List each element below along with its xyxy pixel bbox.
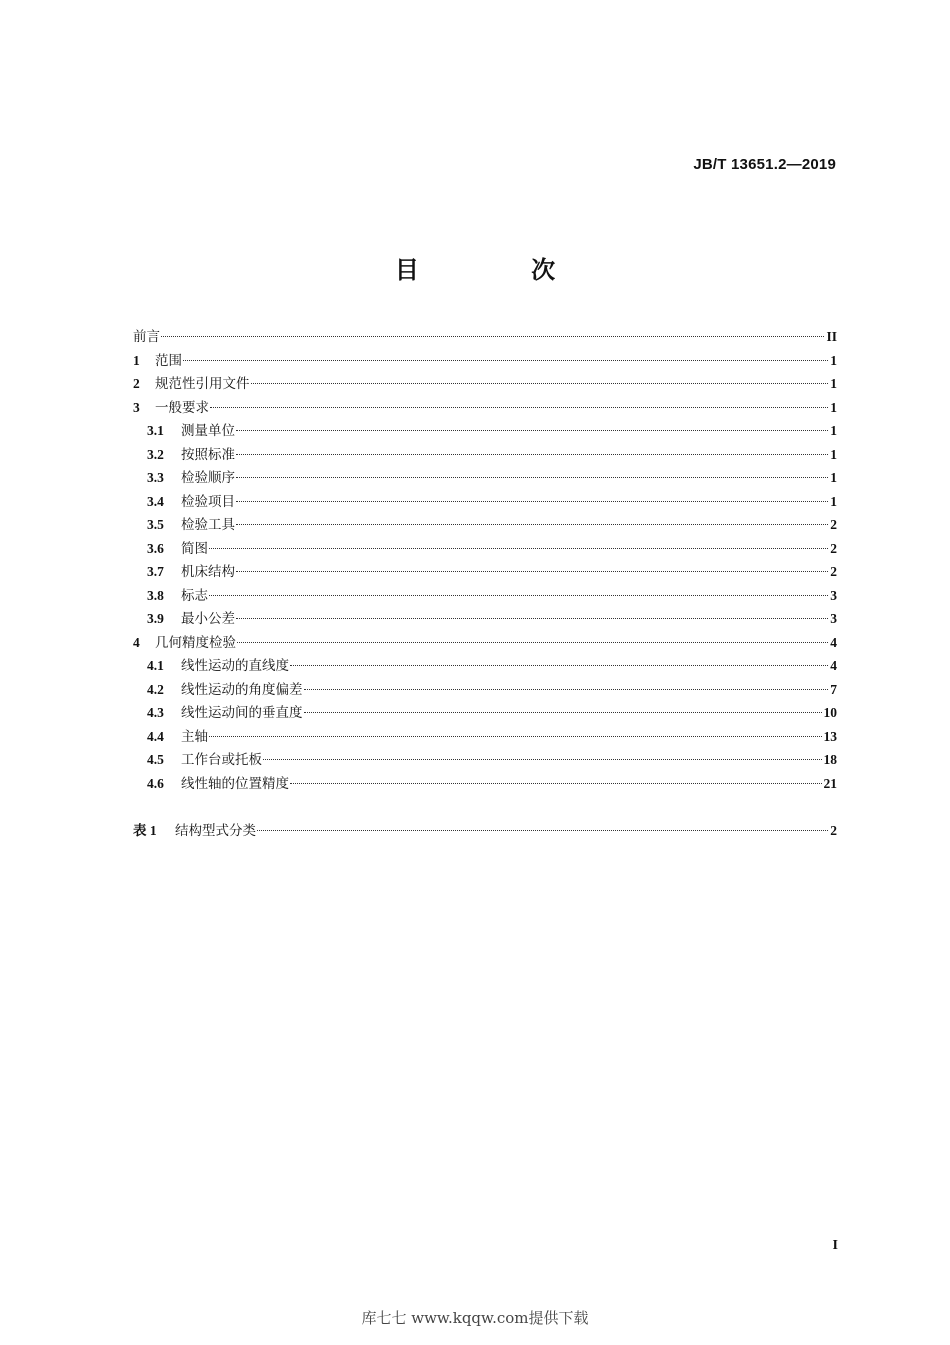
dot-leader [251, 383, 829, 384]
toc-entry-number: 4.1 [147, 658, 164, 673]
toc-entry[interactable] [133, 678, 837, 702]
toc-entry[interactable] [133, 325, 837, 349]
toc-entry-label: 线性运动的直线度 [181, 658, 289, 674]
page-number: I [832, 1238, 838, 1253]
toc-entry-page: II [826, 329, 837, 344]
toc-entry[interactable] [133, 372, 837, 396]
toc-entry-number: 3.6 [147, 540, 164, 556]
toc-entry-label: 几何精度检验 [155, 634, 236, 651]
dot-leader [304, 712, 822, 713]
toc-entry-page: 3 [830, 587, 837, 603]
toc-entry-label: 线性轴的位置精度 [181, 775, 289, 792]
toc-entry-page: 1 [830, 493, 837, 509]
toc-entry-number: 4.2 [147, 681, 164, 697]
toc-entry[interactable] [133, 466, 837, 490]
toc-entry-label: 机床结构 [181, 564, 235, 580]
toc-entry-page: 1 [830, 446, 837, 462]
dot-leader [263, 759, 822, 760]
toc-entry-number: 3.3 [147, 470, 164, 485]
toc-entry-label: 线性运动的角度偏差 [181, 681, 303, 698]
toc-entry[interactable] [133, 513, 837, 537]
dot-leader [236, 524, 828, 525]
dot-leader [209, 548, 828, 549]
toc-entry[interactable] [133, 419, 837, 443]
toc-entry-page: 1 [830, 376, 837, 391]
toc-entry-label: 标志 [181, 587, 208, 604]
dot-leader [236, 571, 828, 572]
dot-leader [209, 595, 828, 596]
toc-entry-label: 按照标准 [181, 446, 235, 463]
toc-entry-page: 10 [823, 705, 837, 720]
toc-entry-number: 3.8 [147, 587, 164, 603]
toc-entry-page: 2 [830, 564, 837, 579]
toc-entry[interactable] [133, 537, 837, 561]
section-gap [133, 795, 837, 819]
dot-leader [290, 783, 822, 784]
toc-entry-number: 2 [133, 376, 140, 391]
toc-entry-page: 4 [830, 658, 837, 673]
toc-entry-label: 结构型式分类 [175, 823, 256, 839]
dot-leader [236, 477, 828, 478]
toc-entry[interactable] [133, 701, 837, 725]
toc-entry-label: 规范性引用文件 [155, 376, 250, 392]
toc-entry-page: 7 [830, 681, 837, 697]
toc-entry[interactable] [133, 349, 837, 373]
footer-watermark: 库七七 www.kqqw.com提供下载 [361, 1309, 589, 1327]
toc-entry-number: 3 [133, 399, 140, 415]
toc-entry-label: 最小公差 [181, 611, 235, 627]
toc-entry[interactable] [133, 443, 837, 467]
toc-entry[interactable] [133, 772, 837, 796]
toc-entry-label: 检验顺序 [181, 470, 235, 486]
dot-leader [257, 830, 828, 831]
toc-entry-number: 4.6 [147, 775, 164, 791]
toc-entry-label: 检验项目 [181, 493, 235, 510]
toc-entry-label: 测量单位 [181, 423, 235, 439]
dot-leader [236, 501, 828, 502]
dot-leader [209, 736, 822, 737]
toc-entry-number: 3.7 [147, 564, 164, 579]
toc-entry-page: 1 [830, 423, 837, 438]
toc-entry-page: 2 [830, 517, 837, 532]
toc-entry-page: 2 [830, 540, 837, 556]
toc-entry[interactable] [133, 607, 837, 631]
dot-leader [304, 689, 829, 690]
toc-entry-label: 工作台或托板 [181, 752, 262, 768]
toc-entry-page: 1 [830, 352, 837, 368]
toc-entry-page: 4 [830, 634, 837, 650]
toc-entry-number: 4 [133, 634, 140, 650]
toc-entry-page: 21 [823, 775, 837, 791]
toc-entry[interactable] [133, 725, 837, 749]
toc-entry-page: 1 [830, 399, 837, 415]
toc-entry-number: 4.3 [147, 705, 164, 720]
table-of-contents [133, 325, 837, 843]
toc-entry-label: 前言 [133, 329, 160, 345]
toc-entry-label: 一般要求 [155, 399, 209, 416]
dot-leader [290, 665, 828, 666]
toc-entry[interactable] [133, 490, 837, 514]
toc-entry-label: 检验工具 [181, 517, 235, 533]
toc-entry[interactable] [133, 584, 837, 608]
toc-entry-page: 18 [823, 752, 837, 767]
toc-entry-number: 3.9 [147, 611, 164, 626]
dot-leader [183, 360, 828, 361]
toc-table-entry[interactable] [133, 819, 837, 843]
toc-entry-number: 4.4 [147, 728, 164, 744]
toc-entry-label: 线性运动间的垂直度 [181, 705, 303, 721]
toc-entry-page: 2 [830, 823, 837, 838]
toc-entry-number: 1 [133, 352, 140, 368]
standard-code: JB/T 13651.2—2019 [693, 156, 836, 173]
dot-leader [210, 407, 828, 408]
page-title: 目 次 [394, 256, 608, 284]
toc-entry-number: 3.1 [147, 423, 164, 438]
toc-entry-page: 3 [830, 611, 837, 626]
toc-entry[interactable] [133, 631, 837, 655]
toc-entry[interactable] [133, 560, 837, 584]
toc-entry-label: 简图 [181, 540, 208, 557]
dot-leader [236, 454, 828, 455]
toc-entry-label: 主轴 [181, 728, 208, 745]
dot-leader [161, 336, 824, 337]
toc-entry-number: 3.4 [147, 493, 164, 509]
toc-entry-label: 范围 [155, 352, 182, 369]
dot-leader [236, 618, 828, 619]
toc-entry-page: 13 [823, 728, 837, 744]
toc-entry-number: 表 1 [133, 823, 157, 838]
toc-entry-number: 3.5 [147, 517, 164, 532]
toc-entry[interactable] [133, 748, 837, 772]
dot-leader [237, 642, 828, 643]
toc-entry-number: 3.2 [147, 446, 164, 462]
toc-entry-number: 4.5 [147, 752, 164, 767]
toc-entry[interactable] [133, 396, 837, 420]
toc-entry[interactable] [133, 654, 837, 678]
toc-entry-page: 1 [830, 470, 837, 485]
dot-leader [236, 430, 828, 431]
